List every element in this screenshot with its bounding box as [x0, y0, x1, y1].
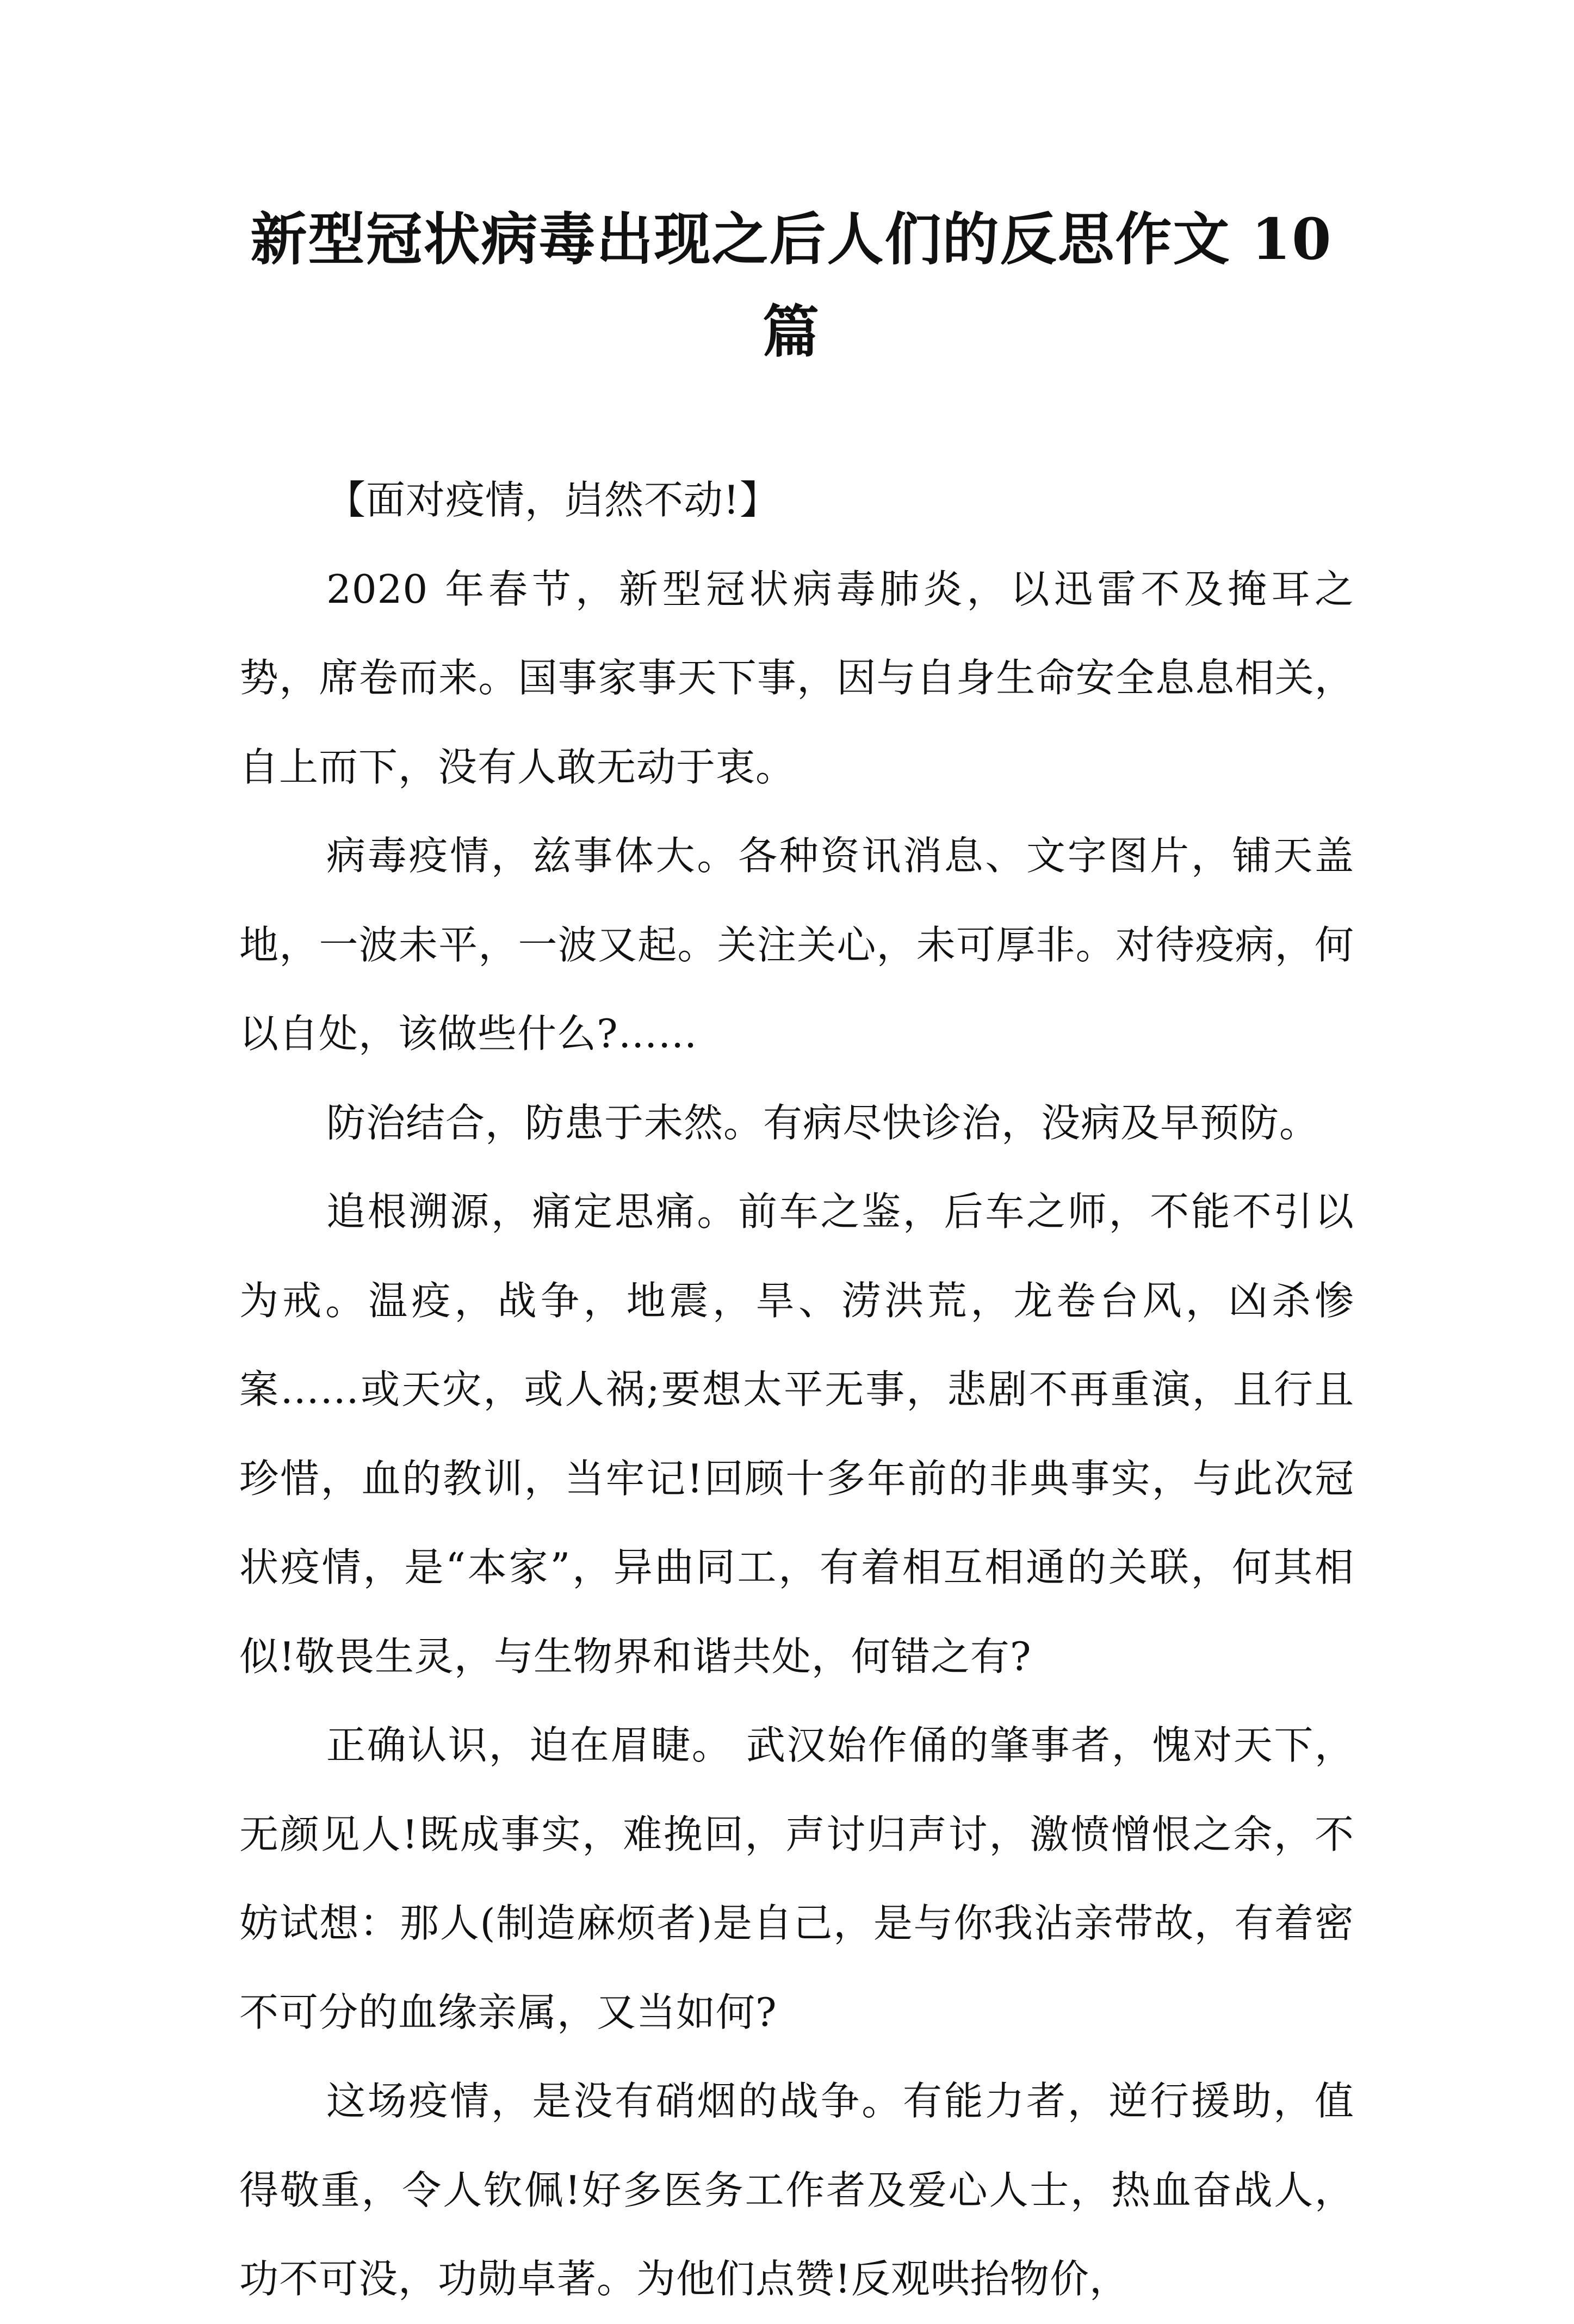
paragraph-heading: 【面对疫情，岿然不动!】: [326, 477, 779, 523]
paragraph: 病毒疫情，兹事体大。各种资讯消息、文字图片，铺天盖地，一波未平，一波又起。关注关心，未可厚非。对待疫病，何以自处，该做些什么?……: [239, 833, 1354, 1056]
paragraph: 追根溯源，痛定思痛。前车之鉴，后车之师，不能不引以为戒。温疫，战争，地震，旱、涝洪荒，龙卷台风，凶杀惨案……或天灾，或人祸;要想太平无事，悲剧不再重演，且行且珍惜，血的教训，当牢记!回顾十多年前的非典事实，与此次冠状疫情，是“本家”，异曲同工，有着相互相通的关联，何其相似!敬畏生灵，与生物界和谐共处，何错之有?: [239, 1189, 1354, 1679]
paragraph: 2020 年春节，新型冠状病毒肺炎，以迅雷不及掩耳之势，席卷而来。国事家事天下事，因与自身生命安全息息相关，自上而下，没有人敢无动于衷。: [239, 566, 1354, 790]
paragraph: 这场疫情，是没有硝烟的战争。有能力者，逆行援助，值得敬重，令人钦佩!好多医务工作者及爱心人士，热血奋战人，功不可没，功勋卓著。为他们点赞!反观哄抬物价，: [239, 2078, 1354, 2302]
document-body: [239, 456, 1354, 2324]
paragraph: 防治结合，防患于未然。有病尽快诊治，没病及早预防。: [326, 1099, 1319, 1146]
paragraph: 正确认识，迫在眉睫。 武汉始作俑的肇事者，愧对天下，无颜见人!既成事实，难挽回，声讨归声讨，激愤憎恨之余，不妨试想：那人(制造麻烦者)是自己，是与你我沾亲带故，有着密不可分的血缘亲属，又当如何?: [239, 1722, 1354, 2035]
document-title: 新型冠状病毒出现之后人们的反思作文 10 篇: [250, 206, 1333, 365]
